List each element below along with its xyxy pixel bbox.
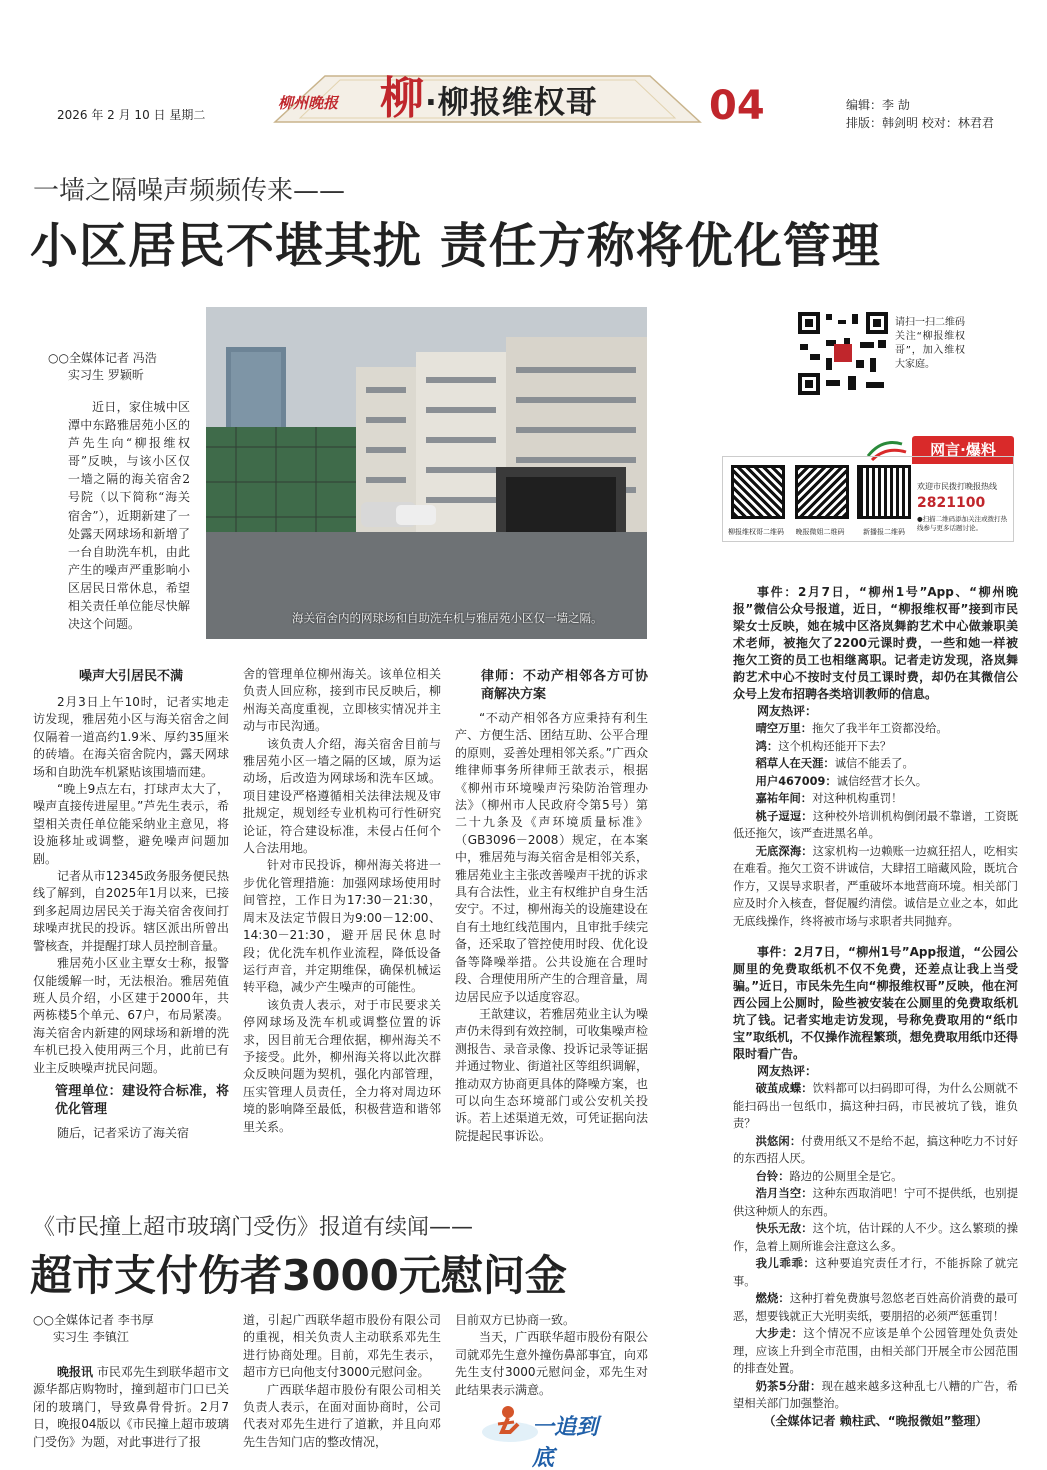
comment-author: 嘉祐年间： <box>755 792 813 805</box>
paragraph: 舍的管理单位柳州海关。该单位相关负责人回应称，接到市民反映后，柳州海关高度重视，立即核实情况并主动与市民沟通。 <box>243 667 441 734</box>
article1-column-1 <box>33 668 229 1142</box>
comment-author: 稻草人在天涯： <box>755 757 835 770</box>
article1-column-2 <box>243 666 441 1136</box>
follow-up-text: 一追到底 <box>532 1415 599 1470</box>
article1-kicker: 一墙之隔噪声频频传来—— <box>33 176 346 206</box>
comment-author: 我儿乖乖： <box>755 1257 816 1270</box>
comment-item <box>733 755 1018 773</box>
article2-kicker: 《市民撞上超市玻璃门受伤》报道有续闻—— <box>33 1215 474 1240</box>
editor-credits <box>846 96 994 132</box>
photo-scene <box>206 307 647 639</box>
comment-text: 诚信经营才长久。 <box>836 774 928 788</box>
paragraph: 广西联华超市股份有限公司相关负责人表示，在面对面协商时，公司代表对邓先生进行了道歉，并且向邓先生告知门店的整改情况， <box>243 1382 441 1449</box>
qr-label: 新播报二维码 <box>863 528 905 536</box>
paragraph: 记者从市12345政务服务便民热线了解到，自2025年1月以来，已接到多起周边居民关于海关宿舍夜间打球噪声扰民的投诉。辖区派出所曾出警核查，并提醒打球人员控制音量。 <box>33 869 229 953</box>
comment-author: 燃烧： <box>755 1292 790 1305</box>
comment-author: 无底深海： <box>755 844 813 858</box>
qr-code-weiquan <box>796 310 890 397</box>
comment-text: 这种校外培训机构倒闭最不靠谱，工资既低还拖欠，该严查进黑名单。 <box>733 809 1018 840</box>
comments-list-1 <box>733 720 1018 930</box>
article1-photo <box>206 307 647 639</box>
byline-intern: 实习生 罗颖昕 <box>68 368 144 382</box>
event-2: 事件：2月7日，“柳州1号”App报道，“公园公厕里的免费取纸机不仅不免费，还差点让我上当受骗。”近日，市民朱先生向“柳报维权哥”反映，他在河西公园上公厕时，险些被安装在公厕里的免费取纸机坑了钱。记者实地走访发现，号称免费取用的“纸巾宝”取纸机，不仅操作流程繁琐，想免费取用纸巾还得限时看广告。 <box>733 945 1018 1061</box>
article2-headline: 超市支付伤者3000元慰问金 <box>30 1251 567 1300</box>
comments-label: 网友热评： <box>757 1064 818 1078</box>
comment-text: 付费用纸又不是给不起，搞这种吃力不讨好的东西招人厌。 <box>733 1134 1018 1165</box>
comments-label: 网友热评： <box>757 704 818 718</box>
comment-text: 这种打着免费旗号忽悠老百姓高价消费的最可恶，想要钱就正大光明卖纸，要朋招的必须严惩重罚！ <box>733 1292 1018 1323</box>
section-logo-char: 柳 <box>380 73 424 124</box>
comment-author: 浩月当空： <box>755 1187 813 1200</box>
qr-icon <box>731 465 785 519</box>
comment-author: 奶茶5分甜： <box>755 1379 822 1393</box>
comment-text: 这个机构还能开下去？ <box>778 739 892 753</box>
article1-headline: 小区居民不堪其扰 责任方称将优化管理 <box>30 218 881 274</box>
comment-item <box>733 1168 1018 1186</box>
qr-icon <box>857 465 911 519</box>
comment-author: 破茧成蝶： <box>755 1082 813 1095</box>
comment-item <box>733 773 1018 791</box>
comment-text: 这种东西取消吧！宁可不提供纸，也别提供这种烦人的东西。 <box>733 1187 1018 1218</box>
comment-item <box>733 720 1018 738</box>
comment-item <box>733 1133 1018 1168</box>
comment-author: 快乐无敌： <box>755 1222 813 1235</box>
paragraph: 针对市民投诉，柳州海关将进一步优化管理措施：加强网球场使用时间管控，工作日为17:30－21:30，周末及法定节假日为9:00－12:00、14:30－21:30，避开居民休息时段；优化洗车机作业流程，降低设备运行声音，并定期维保，确保机械运转平稳，减少产生噪声的可能性。 <box>243 858 441 995</box>
hotline-title: 欢迎市民拨打晚报热线 <box>917 482 997 491</box>
lead-label: 晚报讯 <box>57 1365 94 1379</box>
section-title: ·柳报维权哥 <box>425 85 598 121</box>
comment-item <box>733 1220 1018 1255</box>
byline-intern: 实习生 李镇江 <box>53 1330 129 1344</box>
article2-column-3 <box>455 1312 648 1399</box>
paragraph: 市民邓先生到联华超市文源华都店购物时，撞到超市门口已关闭的玻璃门，导致鼻骨骨折。2月7日，晚报04版以《市民撞上超市玻璃门受伤》为题，对此事进行了报 <box>33 1365 229 1449</box>
comment-text: 这个坑，估计踩的人不少。这么繁琐的操作，急着上厕所谁会注意这么多。 <box>733 1222 1018 1253</box>
byline-reporter: ○○全媒体记者 李书厚 <box>33 1313 154 1327</box>
event-1: 事件：2月7日，“柳州1号”App、“柳州晚报”微信公众号报道，近日，“柳报维权哥”接到市民梁女士反映，她在城中区洛岚舞韵艺术中心做兼职美术老师，被拖欠了2200元课时费，一些和她一样被拖欠工资的员工也相继离职。记者走访发现，洛岚舞韵艺术中心不按时支付员工课时费，却仍在其微信公众号上发布招聘各类培训教师的信息。 <box>733 585 1018 701</box>
comments-list-2 <box>733 1080 1018 1413</box>
paragraph: 雅居苑小区业主覃女士称，报警仅能缓解一时，无法根治。雅居苑值班人员介绍，小区建于2000年，共两栋楼5个单元、67户，布局紧凑。海关宿舍内新建的网球场和新增的洗车机已投入使用两三个月，此前已有业主反映噪声扰民问题。 <box>33 956 229 1075</box>
comment-item <box>733 1325 1018 1378</box>
article2-byline <box>33 1312 154 1346</box>
newspaper-logo: 柳州晚报 <box>278 94 339 112</box>
paragraph: 2月3日上午10时，记者实地走访发现，雅居苑小区与海关宿舍之间仅隔着一道高约1.9米、厚约35厘米的砖墙。在海关宿舍院内，露天网球场和自助洗车机紧贴该围墙而建。 <box>33 695 229 779</box>
comment-author: 台铃： <box>755 1169 790 1183</box>
photo-caption: 海关宿舍内的网球场和自助洗车机与雅居苑小区仅一墙之隔。 <box>292 611 603 625</box>
comment-item <box>733 843 1018 931</box>
byline-reporter: ○○全媒体记者 冯浩 <box>48 351 157 365</box>
comment-text: 路边的公厕里全是它。 <box>789 1169 903 1183</box>
article2-column-1 <box>33 1364 229 1451</box>
comment-item <box>733 738 1018 756</box>
wangyan-baoliao-tag: 网言·爆料 <box>912 436 1014 464</box>
qr-icon <box>795 465 849 519</box>
layout-line: 排版：韩剑明 校对：林君君 <box>846 116 994 130</box>
hotline-box <box>722 456 1014 542</box>
comment-item <box>733 1185 1018 1220</box>
signoff: （全媒体记者 赖柱武、“晚报微姐”整理） <box>763 1413 988 1428</box>
paragraph: 道，引起广西联华超市股份有限公司的重视，相关负责人主动联系邓先生进行协商处理。目前，邓先生表示，超市方已向他支付3000元慰问金。 <box>243 1313 441 1380</box>
paragraph: 当天，广西联华超市股份有限公司就邓先生意外撞伤鼻部事宜，向邓先生支付3000元慰问金，邓先生对此结果表示满意。 <box>455 1330 648 1397</box>
comment-author: 晴空万里： <box>755 722 813 735</box>
subhead-management: 管理单位：建设符合标准，将优化管理 <box>55 1083 229 1117</box>
paragraph: “晚上9点左右，打球声太大了，噪声直接传进屋里。”芦先生表示，希望相关责任单位能采纳业主意见，将设施移址或调整，避免噪声问题加剧。 <box>33 782 229 866</box>
page-number: 04 <box>709 83 765 129</box>
paragraph: 该负责人介绍，海关宿舍目前与雅居苑小区一墙之隔的区域，原为运动场，后改造为网球场和洗车区域。项目建设严格遵循相关法律法规及审批规定，规划经专业机构可行性研究论证，符合建设标准，未侵占任何个人合法用地。 <box>243 736 441 856</box>
qr-label: 柳报维权哥二维码 <box>728 528 784 536</box>
comment-author: 桃子逗逗： <box>755 809 813 823</box>
comment-text: 这家机构一边赖账一边疯狂招人，吃相实在难看。拖欠工资不讲诚信，大肆招工暗藏风险，既坑合作方，又误导求职者，严重破坏本地营商环境。相关部门应及时介入核查，督促履约清偿。诚信是立业之本，如此无底线操作，终将被市场与求职者共同抛弃。 <box>733 844 1018 928</box>
comment-item <box>733 1080 1018 1133</box>
comment-item <box>733 790 1018 808</box>
qr-caption: 请扫一扫二维码关注“柳报维权哥”，加入维权大家庭。 <box>895 317 965 370</box>
comment-text: 诚信不能丢了。 <box>834 757 914 770</box>
comment-text: 这个情况不应该是单个公园管理处负责处理，应该上升到全市范围，由相关部门开展全市公园范围的排查处置。 <box>733 1327 1018 1375</box>
subhead-noise: 噪声大引居民不满 <box>78 669 183 684</box>
paragraph: 王歆建议，若雅居苑业主认为噪声仍未得到有效控制，可收集噪声检测报告、录音录像、投诉记录等证据并通过物业、街道社区等组织调解，推动双方协商更具体的降噪方案，也可以向生态环境部门或公安机关投诉。若上述渠道无效，可凭证据向法院提起民事诉讼。 <box>455 1006 648 1143</box>
issue-date: 2026 年 2 月 10 日 星期二 <box>57 108 206 122</box>
editor-line: 编辑：李 劼 <box>846 98 910 112</box>
article1-lead: 近日，家住城中区潭中东路雅居苑小区的芦先生向“柳报维权哥”反映，与该小区仅一墙之隔的海关宿舍2号院（以下简称“海关宿舍”），近期新建了一处露天网球场和新增了一台自助洗车机，由此产生的噪声严重影响小区居民日常休息，希望相关责任单位能尽快解决这个问题。 <box>68 400 190 632</box>
article1-column-3 <box>455 668 648 1145</box>
article1-byline <box>48 350 157 384</box>
comment-item <box>733 1255 1018 1290</box>
qr-icon <box>796 310 890 397</box>
comment-item <box>733 808 1018 843</box>
comment-text: 现在越来越多这种乱七八糟的广告，希望相关部门加强整治。 <box>733 1379 1018 1410</box>
paragraph: 目前双方已协商一致。 <box>455 1313 576 1327</box>
paragraph: 随后，记者采访了海关宿 <box>57 1125 190 1140</box>
hotline-note: ●扫描二维码添加关注或拨打热线参与更多话题讨论。 <box>917 515 1008 532</box>
comment-text: 这种要追究责任才行，不能拆除了就完事。 <box>733 1257 1018 1288</box>
comment-text: 对这种机构重罚！ <box>812 792 903 805</box>
comment-item <box>733 1290 1018 1325</box>
follow-up-badge <box>478 1402 618 1470</box>
article2-column-2 <box>243 1312 441 1451</box>
paragraph: 该负责人表示，对于市民要求关停网球场及洗车机或调整位置的诉求，因目前无合理依据，柳州海关不予接受。此外，柳州海关将以此次群众反映问题为契机，强化内部管理，压实管理人员责任，全力将对周边环境的影响降至最低，积极营造和谐邻里关系。 <box>243 997 441 1134</box>
comment-author: 洪悠闲： <box>755 1134 802 1148</box>
comment-item <box>733 1378 1018 1413</box>
hotline-number: 2821100 <box>917 495 986 511</box>
netizen-comments-column <box>733 584 1018 1430</box>
comment-text: 饮料都可以扫码即可得，为什么公厕就不能扫码出一包纸巾，搞这种扫码，市民被坑了钱，谁负责？ <box>733 1082 1018 1130</box>
subhead-lawyer: 律师：不动产相邻各方可协商解决方案 <box>481 669 648 702</box>
comment-author: 用户467009： <box>755 774 837 788</box>
qr-label: 晚报微姐二维码 <box>795 528 845 536</box>
paragraph: “不动产相邻各方应秉持有利生产、方便生活、团结互助、公平合理的原则，妥善处理相邻关系。”广西众维律师事务所律师王歆表示，根据《柳州市环境噪声污染防治管理办法》（柳州市人民政府令第5号）第二十九条及《声环境质量标准》（GB3096－2008）规定，在本案中，雅居苑与海关宿舍是相邻关系，雅居苑业主主张改善噪声干扰的诉求具有合法性，业主有权维护自身生活安宁。不过，柳州海关的设施建设在自有土地红线范围内，且审批手续完备，还采取了管控使用时段、优化设备等降噪举措。公共设施在合理时段、合理使用所产生的合理音量，周边居民应予以适度容忍。 <box>455 711 648 1004</box>
comment-author: 鸿： <box>755 739 779 753</box>
comment-author: 大步走： <box>755 1327 804 1340</box>
comment-text: 拖欠了我半年工资都没给。 <box>812 722 948 735</box>
